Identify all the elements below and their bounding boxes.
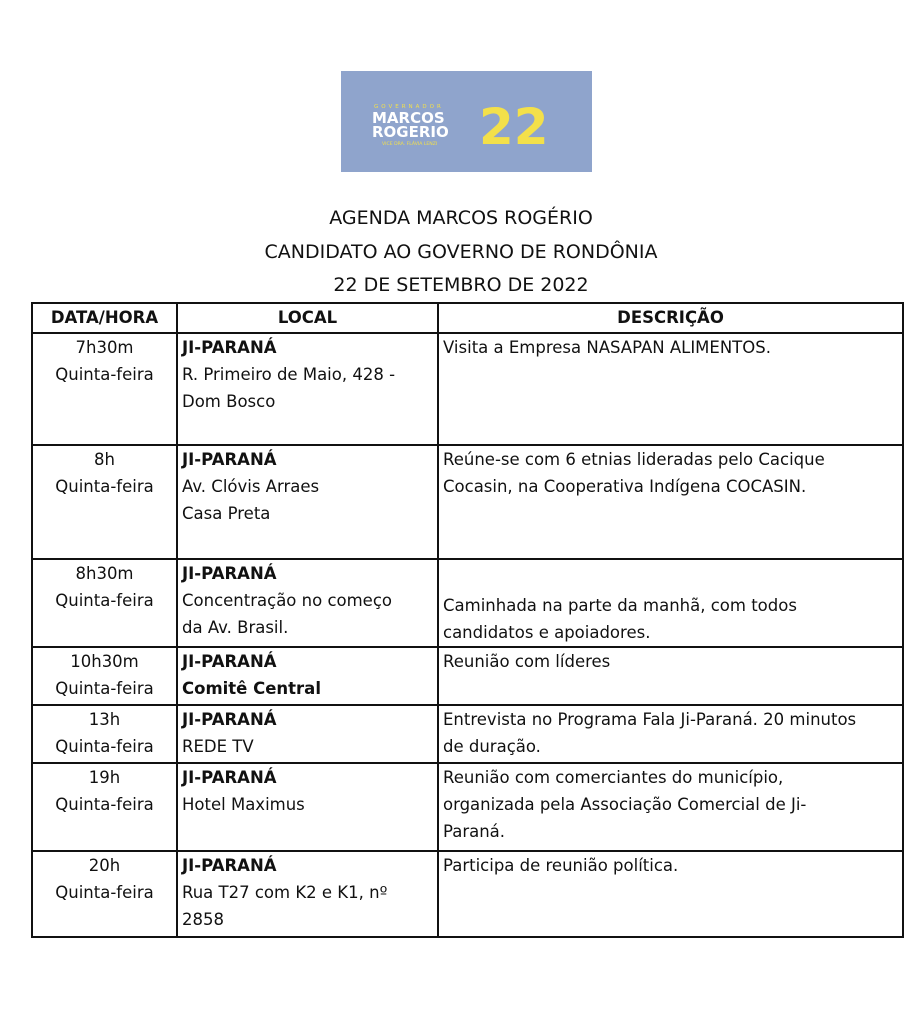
- agenda-title: AGENDA MARCOS ROGÉRIO: [329, 207, 593, 229]
- row-address-line: Dom Bosco: [182, 392, 276, 411]
- row-time: 10h30m: [70, 652, 139, 671]
- logo-number: 22: [479, 98, 549, 156]
- table-row: [32, 705, 903, 763]
- table-header-row: [32, 303, 903, 333]
- row-day: Quinta-feira: [55, 365, 154, 384]
- row-local: [177, 851, 438, 937]
- row-local: [177, 705, 438, 763]
- row-address-line: Casa Preta: [182, 504, 271, 523]
- row-description: [438, 763, 903, 851]
- row-description-line: Caminhada na parte da manhã, com todos: [443, 596, 797, 615]
- row-address-line: REDE TV: [182, 737, 254, 756]
- table-row: [32, 647, 903, 705]
- campaign-logo-graphic: [341, 71, 592, 172]
- row-description: [438, 559, 903, 647]
- row-datetime: [32, 763, 177, 851]
- logo-line4: VICE DRA. FLÁVIA LENZI: [382, 142, 438, 147]
- row-day: Quinta-feira: [55, 477, 154, 496]
- row-datetime: [32, 705, 177, 763]
- agenda-subtitle: CANDIDATO AO GOVERNO DE RONDÔNIA: [264, 241, 658, 263]
- row-city: JI-PARANÁ: [182, 710, 277, 729]
- row-description: [438, 333, 903, 445]
- row-description: [438, 705, 903, 763]
- row-description: [438, 647, 903, 705]
- row-address-line: Hotel Maximus: [182, 795, 305, 814]
- row-city: JI-PARANÁ: [182, 768, 277, 787]
- row-address-line: Comitê Central: [182, 679, 321, 698]
- row-city: JI-PARANÁ: [182, 450, 277, 469]
- row-address-line: Concentração no começo: [182, 591, 392, 610]
- column-header-datetime: DATA/HORA: [32, 303, 177, 333]
- table-row: [32, 333, 903, 445]
- row-address-line: da Av. Brasil.: [182, 618, 289, 637]
- row-description-line: Entrevista no Programa Fala Ji-Paraná. 20 minutos: [443, 710, 857, 729]
- row-day: Quinta-feira: [55, 795, 154, 814]
- table-row: [32, 445, 903, 559]
- row-time: 7h30m: [75, 338, 134, 357]
- row-description-line: Reúne-se com 6 etnias lideradas pelo Cacique: [443, 450, 825, 469]
- row-address-line: R. Primeiro de Maio, 428 -: [182, 365, 396, 384]
- row-time: 13h: [88, 710, 121, 729]
- row-local: [177, 333, 438, 445]
- row-time: 20h: [88, 856, 121, 875]
- row-time: 19h: [88, 768, 121, 787]
- row-local: [177, 559, 438, 647]
- row-city: JI-PARANÁ: [182, 338, 277, 357]
- logo-line2: MARCOS: [372, 109, 445, 127]
- row-description-line: Visita a Empresa NASAPAN ALIMENTOS.: [443, 338, 771, 357]
- row-description: [438, 851, 903, 937]
- table-row: [32, 763, 903, 851]
- row-datetime: [32, 445, 177, 559]
- row-local: [177, 763, 438, 851]
- table-row: [32, 851, 903, 937]
- agenda-date: 22 DE SETEMBRO DE 2022: [333, 274, 589, 296]
- row-description-line: Reunião com comerciantes do município,: [443, 768, 784, 787]
- row-datetime: [32, 559, 177, 647]
- row-day: Quinta-feira: [55, 591, 154, 610]
- row-address-line: 2858: [182, 910, 224, 929]
- row-description-line: Cocasin, na Cooperativa Indígena COCASIN.: [443, 477, 807, 496]
- row-day: Quinta-feira: [55, 737, 154, 756]
- row-description-line: de duração.: [443, 737, 541, 756]
- column-header-description: DESCRIÇÃO: [438, 303, 903, 333]
- row-description-line: candidatos e apoiadores.: [443, 623, 651, 642]
- row-description-line: organizada pela Associação Comercial de Ji-: [443, 795, 807, 814]
- row-day: Quinta-feira: [55, 883, 154, 902]
- row-local: [177, 647, 438, 705]
- row-description-line: Paraná.: [443, 822, 506, 841]
- row-city: JI-PARANÁ: [182, 856, 277, 875]
- row-local: [177, 445, 438, 559]
- campaign-logo: [341, 71, 592, 172]
- row-address-line: Av. Clóvis Arraes: [182, 477, 320, 496]
- row-datetime: [32, 851, 177, 937]
- row-city: JI-PARANÁ: [182, 652, 277, 671]
- row-datetime: [32, 647, 177, 705]
- row-description-line: Reunião com líderes: [443, 652, 611, 671]
- logo-line3: ROGERIO: [372, 123, 449, 141]
- row-time: 8h30m: [75, 564, 134, 583]
- agenda-table: [31, 302, 904, 938]
- logo-line1: GOVERNADOR: [374, 104, 444, 110]
- table-row: [32, 559, 903, 647]
- column-header-local: LOCAL: [177, 303, 438, 333]
- row-address-line: Rua T27 com K2 e K1, nº: [182, 883, 388, 902]
- row-city: JI-PARANÁ: [182, 564, 277, 583]
- row-description-line: Participa de reunião política.: [443, 856, 679, 875]
- row-day: Quinta-feira: [55, 679, 154, 698]
- row-description: [438, 445, 903, 559]
- row-time: 8h: [94, 450, 115, 469]
- row-datetime: [32, 333, 177, 445]
